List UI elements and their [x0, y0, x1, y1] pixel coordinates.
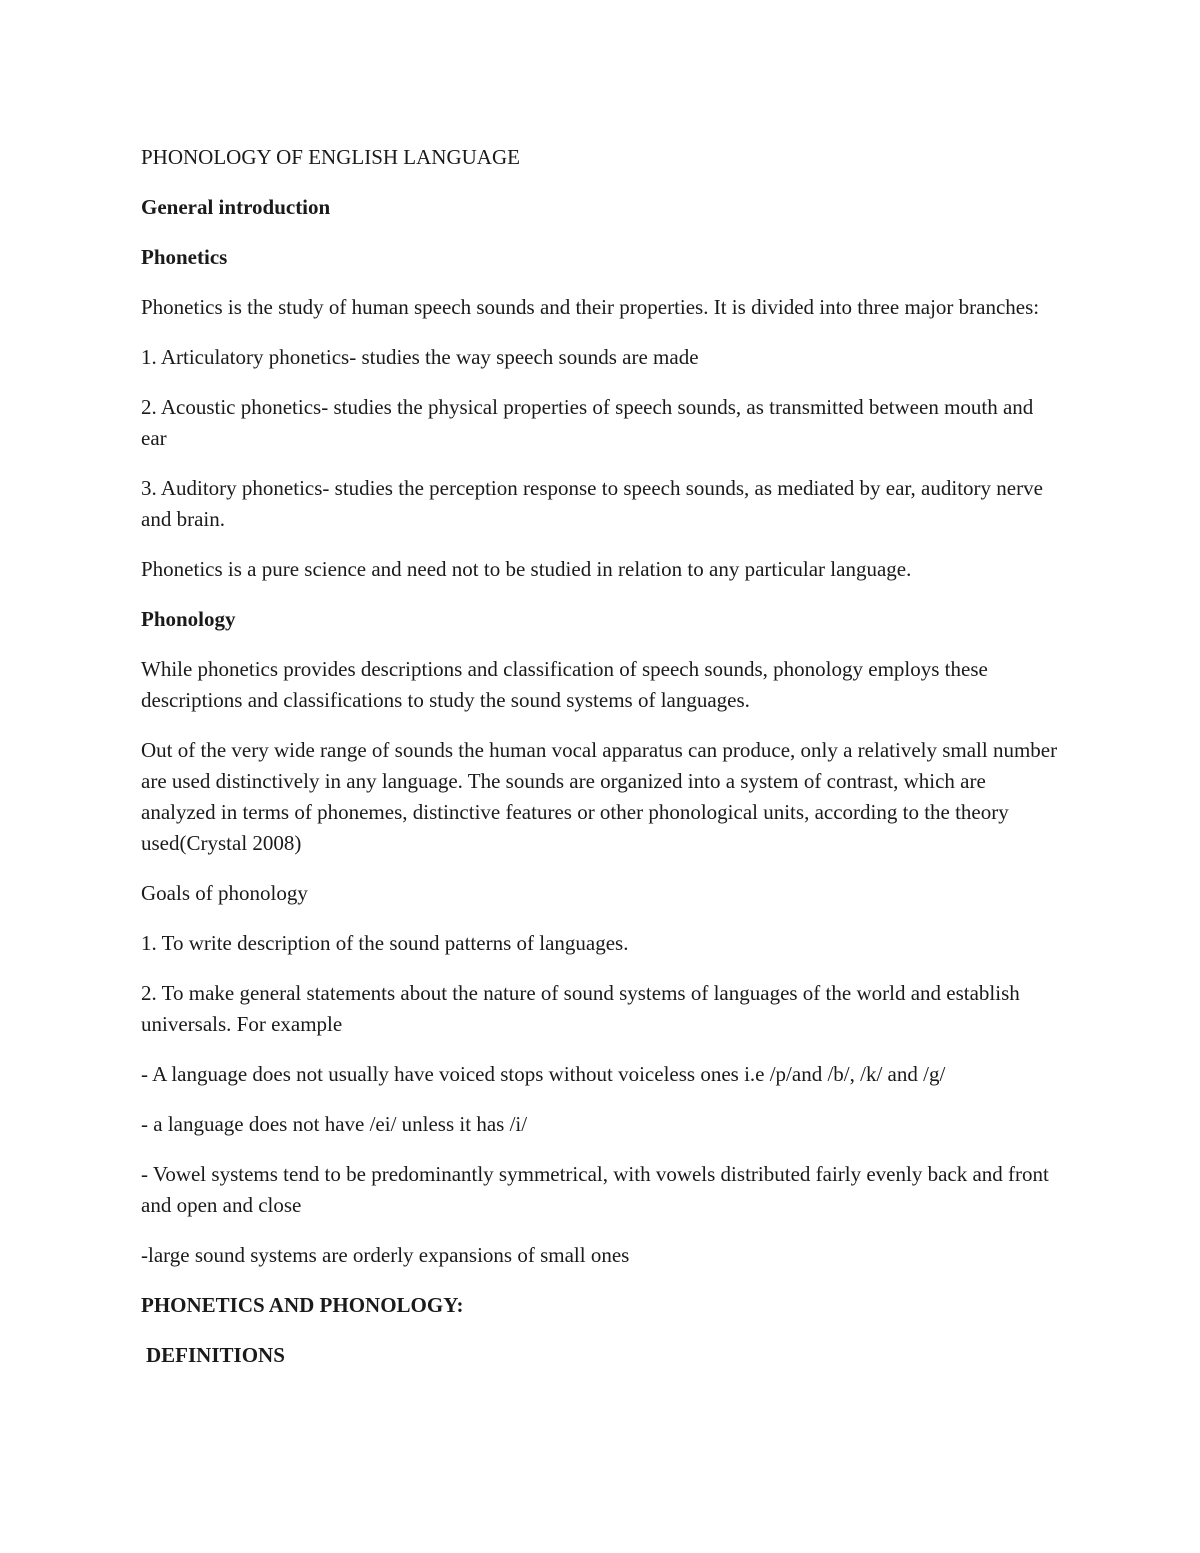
branch-auditory: 3. Auditory phonetics- studies the perception response to speech sounds, as mediated by ear, auditory nerve and brain. [141, 476, 1043, 531]
phonology-paragraph-2: Out of the very wide range of sounds the human vocal apparatus can produce, only a relatively small number are used distinctively in any language. The sounds are organized into a system of contrast, which are analyzed in terms of phonemes, distinctive features or other phonological units, according to the theory used(Crystal 2008) [141, 738, 1058, 855]
heading-phonetics: Phonetics [141, 245, 228, 269]
example-4: -large sound systems are orderly expansions of small ones [141, 1243, 630, 1267]
goal-1: 1. To write description of the sound patterns of languages. [141, 931, 629, 955]
heading-definitions: DEFINITIONS [146, 1343, 285, 1367]
example-3: - Vowel systems tend to be predominantly symmetrical, with vowels distributed fairly evenly back and front and open and close [141, 1162, 1049, 1217]
branch-articulatory: 1. Articulatory phonetics- studies the way speech sounds are made [141, 345, 699, 369]
heading-phonology: Phonology [141, 607, 236, 631]
heading-general-introduction: General introduction [141, 195, 331, 219]
branch-acoustic: 2. Acoustic phonetics- studies the physical properties of speech sounds, as transmitted between mouth and ear [141, 395, 1034, 450]
phonetics-intro-paragraph: Phonetics is the study of human speech sounds and their properties. It is divided into three major branches: [141, 295, 1040, 319]
document-body [141, 142, 1061, 1390]
goals-heading: Goals of phonology [141, 881, 308, 905]
document-title: PHONOLOGY OF ENGLISH LANGUAGE [141, 145, 520, 169]
example-1: - A language does not usually have voiced stops without voiceless ones i.e /p/and /b/, /k/ and /g/ [141, 1062, 946, 1086]
phonetics-pure-science-paragraph: Phonetics is a pure science and need not to be studied in relation to any particular language. [141, 557, 912, 581]
phonology-paragraph-1: While phonetics provides descriptions and classification of speech sounds, phonology employs these descriptions and classifications to study the sound systems of languages. [141, 657, 988, 712]
heading-phonetics-and-phonology: PHONETICS AND PHONOLOGY: [141, 1293, 464, 1317]
example-2: - a language does not have /ei/ unless it has /i/ [141, 1112, 528, 1136]
goal-2: 2. To make general statements about the nature of sound systems of languages of the world and establish universals. For example [141, 981, 1020, 1036]
